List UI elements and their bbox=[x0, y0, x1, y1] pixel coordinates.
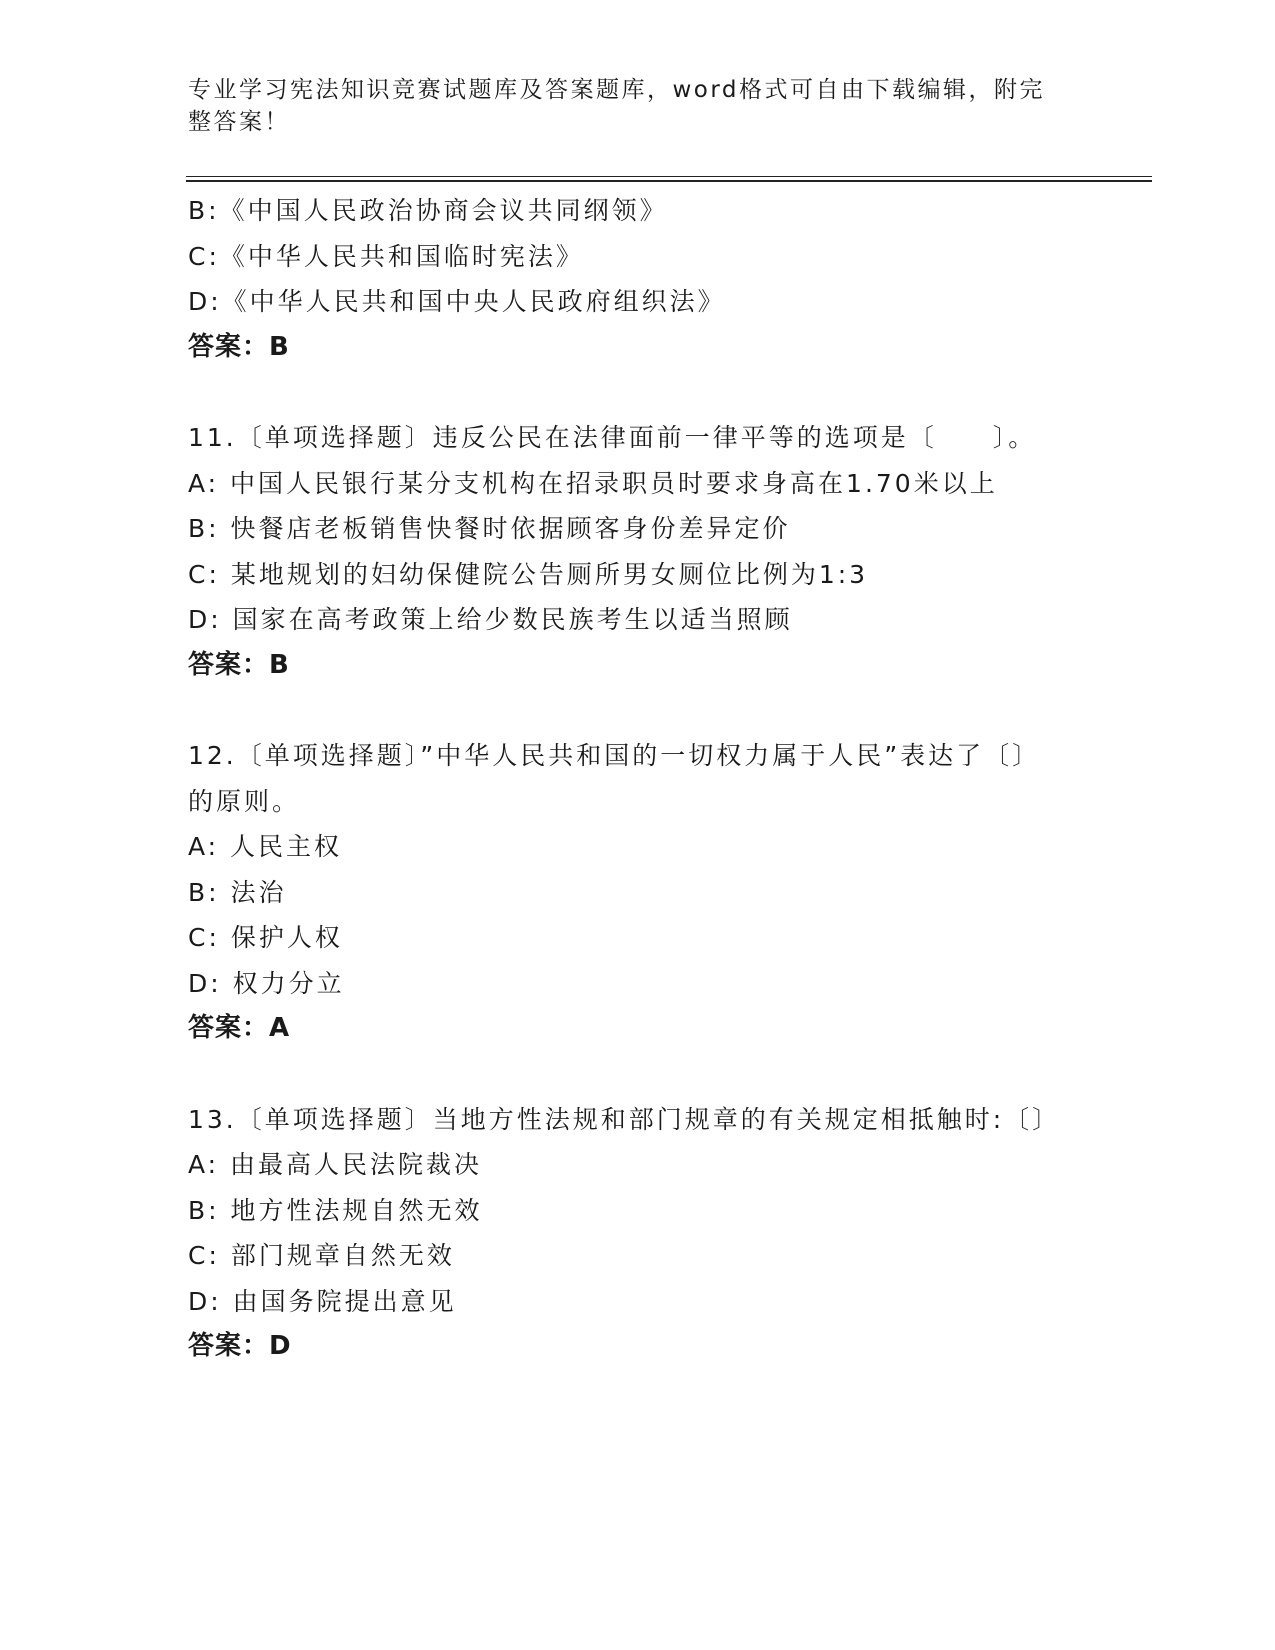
option-a: A: 由最高人民法院裁决 bbox=[188, 1150, 483, 1179]
option-a: A: 人民主权 bbox=[188, 832, 343, 861]
question-block-12 bbox=[188, 733, 1088, 1052]
answer: 答案：D bbox=[188, 1331, 292, 1361]
option-d: D: 国家在高考政策上给少数民族考生以适当照顾 bbox=[188, 605, 793, 634]
option-c: C: 某地规划的妇幼保健院公告厕所男女厕位比例为1:3 bbox=[188, 559, 869, 589]
option-d: D: 由国务院提出意见 bbox=[188, 1286, 457, 1316]
header-divider-thick bbox=[186, 180, 1152, 182]
question-stem: 13.〔单项选择题〕当地方性法规和部门规章的有关规定相抵触时:〔〕 bbox=[188, 1104, 1061, 1134]
option-a: A: 中国人民银行某分支机构在招录职员时要求身高在1.70米以上 bbox=[188, 468, 998, 498]
question-block-11 bbox=[188, 415, 1088, 688]
question-stem: 11.〔单项选择题〕违反公民在法律面前一律平等的选项是〔 〕。 bbox=[188, 423, 1037, 452]
option-b: B: 法治 bbox=[188, 877, 287, 907]
option-b: B:《中国人民政治协商会议共同纲领》 bbox=[188, 196, 668, 225]
answer: 答案：A bbox=[188, 1013, 291, 1043]
option-b: B: 地方性法规自然无效 bbox=[188, 1195, 483, 1225]
document-header: 专业学习宪法知识竞赛试题库及答案题库，word格式可自由下载编辑，附完整答案！ bbox=[188, 77, 1046, 135]
option-c: C: 保护人权 bbox=[188, 923, 343, 952]
option-b: B: 快餐店老板销售快餐时依据顾客身份差异定价 bbox=[188, 514, 791, 543]
answer: 答案：B bbox=[188, 331, 290, 362]
option-c: C: 部门规章自然无效 bbox=[188, 1241, 455, 1270]
question-block-prev bbox=[188, 188, 1088, 370]
header-divider-thin bbox=[186, 176, 1152, 177]
question-stem: 12.〔单项选择题〕”中华人民共和国的一切权力属于人民”表达了〔〕的原则。 bbox=[188, 741, 1041, 816]
option-c: C:《中华人民共和国临时宪法》 bbox=[188, 241, 584, 271]
option-d: D: 权力分立 bbox=[188, 968, 345, 998]
option-d: D:《中华人民共和国中央人民政府组织法》 bbox=[188, 287, 726, 316]
document-body bbox=[188, 188, 1088, 1370]
question-block-13 bbox=[188, 1097, 1088, 1370]
answer: 答案：B bbox=[188, 649, 290, 680]
